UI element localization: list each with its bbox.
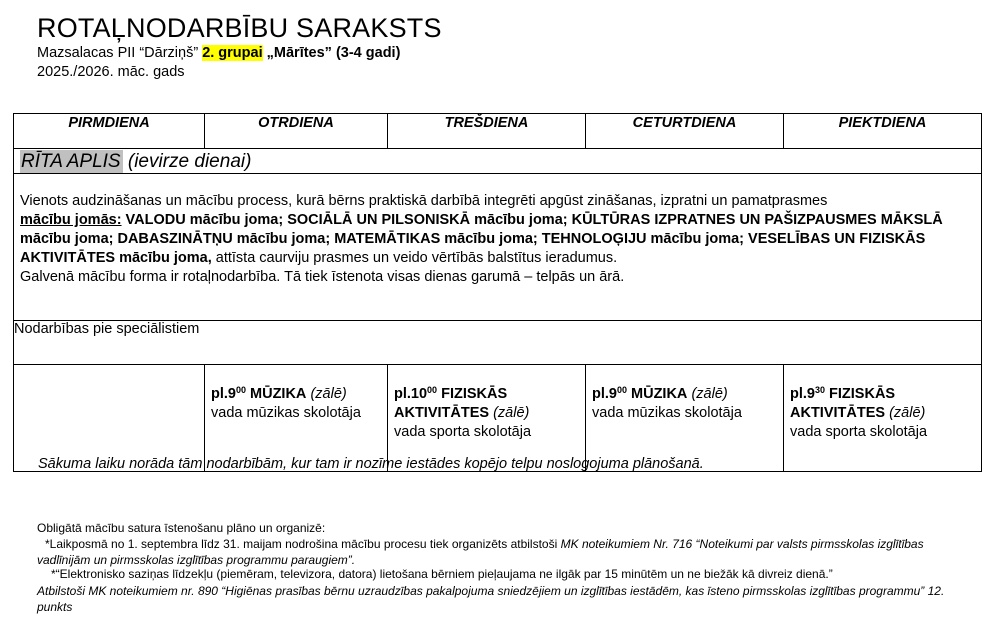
day-wednesday: TREŠDIENA (388, 114, 586, 149)
header-row (14, 114, 982, 149)
description-intro: Vienots audzināšanas un mācību process, kurā bērns praktiskā darbībā integrēti apgūst zināšanas, izpratni un pamatprasmes (20, 193, 828, 209)
group-highlight: 2. grupai (202, 45, 263, 61)
subtitle (37, 45, 400, 62)
section-morning-circle (14, 149, 982, 174)
school-year: 2025./2026. māc. gads (37, 64, 185, 80)
learning-areas-tail: attīsta caurviju prasmes un veido vērtībās balstītus ieradumus. (211, 250, 618, 266)
day-monday: PIRMDIENA (14, 114, 205, 149)
footer-line-3: *“Elektronisko saziņas līdzekļu (piemēram, televizora, datora) lietošana bērniem pieļaujama ne ilgāk par 15 minūtēm un ne biežāk kā divreiz dienā.” (51, 567, 833, 581)
description-cell (14, 174, 982, 321)
spec-cell-thursday: $pl.9^{00}$ MŪZIKA (zālē) vada mūzikas skolotāja (586, 365, 784, 472)
day-tuesday: OTRDIENA (205, 114, 388, 149)
group-name: „Mārītes” (3-4 gadi) (262, 45, 401, 61)
specialists-label: Nodarbības pie speciālistiem (14, 321, 200, 337)
description-row (14, 174, 982, 321)
footer-line-1: Obligātā mācību satura īstenošanu plāno un organizē: (37, 521, 326, 535)
subtitle-prefix: Mazsalacas PII “Dārziņš” (37, 45, 203, 61)
day-friday: PIEKTDIENA (784, 114, 982, 149)
spec-cell-tuesday: $pl.9^{00}$ MŪZIKA (zālē) vada mūzikas skolotāja (205, 365, 388, 472)
page-title: ROTAĻNODARBĪBU SARAKSTS (37, 13, 442, 43)
day-thursday: CETURTDIENA (586, 114, 784, 149)
footer-line-4: Atbilstoši MK noteikumiem nr. 890 “Higiēnas prasības bērnu uzraudzības pakalpojuma sniedzējiem un izglītības iestādēm, kas īsteno pirmsskolas izglītības programmu” 12. punkts (37, 584, 945, 614)
learning-areas-label: mācību jomās: (20, 212, 122, 228)
morning-circle-subtitle: (ievirze dienai) (122, 151, 252, 172)
section-specialists (14, 321, 982, 365)
spec-cell-wednesday: $pl.10^{00}$ FIZISKĀS AKTIVITĀTES (zālē) vada sporta skolotāja (388, 365, 586, 472)
timing-note: Sākuma laiku norāda tām nodarbībām, kur tam ir nozīme iestādes kopējo telpu noslogojuma plānošanā. (38, 456, 704, 472)
spec-cell-friday: $pl.9^{30}$ FIZISKĀS AKTIVITĀTES (zālē) vada sporta skolotāja (784, 365, 982, 472)
learning-areas-list: VALODU mācību joma; SOCIĀLĀ UN PILSONISKĀ mācību joma; KŪLTŪRAS IZPRATNES UN PAŠIZPAUSMES MĀKSLĀ mācību joma; DABASZINĀTŅU mācību joma; MATEMĀTIKAS mācību joma; TEHNOLOĢIJU mācību joma; VESELĪBAS UN FIZISKĀS AKTIVITĀTES mācību joma, (20, 212, 943, 266)
morning-circle-label: RĪTA APLIS (21, 151, 121, 172)
description-main-form: Galvenā mācību forma ir rotaļnodarbība. Tā tiek īstenota visas dienas garumā – telpās un ārā. (20, 269, 625, 285)
schedule-table (13, 113, 982, 472)
footer-line-2: *Laikposmā no 1. septembra līdz 31. maijam nodrošina mācību procesu tiek organizēts atbilstoši MK noteikumiem Nr. 716 “Noteikumi par valsts pirmsskolas izglītības vadlīnijām un pirmsskolas izglītības programmu paraugiem”. (37, 537, 924, 567)
